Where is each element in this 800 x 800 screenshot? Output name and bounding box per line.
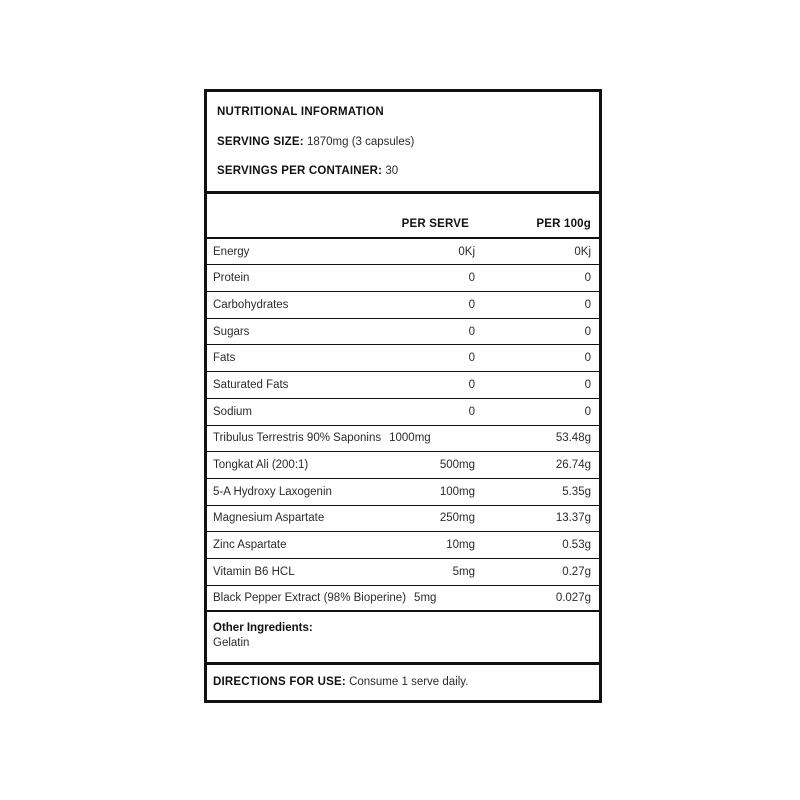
nutrient-name: Tribulus Terrestris 90% Saponins bbox=[213, 432, 382, 445]
nutrient-per-100g-value: 13.37g bbox=[555, 512, 591, 525]
nutrient-name: Tongkat Ali (200:1) bbox=[213, 459, 309, 472]
nutrient-table-body bbox=[207, 239, 599, 613]
directions-block bbox=[207, 665, 599, 701]
column-header-per-100g: PER 100g bbox=[536, 217, 591, 230]
nutrient-per-serve-value: 250mg bbox=[439, 512, 475, 525]
nutrient-per-100g-value: 0.27g bbox=[562, 565, 591, 578]
table-row bbox=[207, 292, 599, 319]
nutrient-name: Fats bbox=[213, 352, 236, 365]
nutrient-per-serve-value: 1000mg bbox=[389, 432, 431, 445]
table-row bbox=[207, 452, 599, 479]
column-header-per-serve: PER SERVE bbox=[401, 217, 469, 230]
other-ingredients-body: Gelatin bbox=[213, 637, 250, 650]
table-row bbox=[207, 345, 599, 372]
table-row bbox=[207, 586, 599, 613]
table-row bbox=[207, 372, 599, 399]
nutrient-per-serve-value: 0Kj bbox=[458, 245, 475, 258]
nutrient-name: Magnesium Aspartate bbox=[213, 512, 325, 525]
nutrient-name: 5-A Hydroxy Laxogenin bbox=[213, 485, 332, 498]
nutrient-name: Carbohydrates bbox=[213, 298, 289, 311]
nutrient-per-serve-value: 100mg bbox=[439, 485, 475, 498]
nutrient-per-100g-value: 53.48g bbox=[555, 432, 591, 445]
table-row bbox=[207, 532, 599, 559]
nutrient-name: Vitamin B6 HCL bbox=[213, 565, 295, 578]
label-header-block bbox=[207, 92, 599, 194]
nutrient-per-serve-value: 0 bbox=[468, 405, 475, 418]
nutrient-per-serve-value: 500mg bbox=[439, 459, 475, 472]
nutrient-per-100g-value: 0 bbox=[584, 378, 591, 391]
table-row bbox=[207, 399, 599, 426]
nutrient-name: Sugars bbox=[213, 325, 250, 338]
nutrient-name: Protein bbox=[213, 272, 250, 285]
nutrient-per-serve-value: 0 bbox=[468, 298, 475, 311]
nutrient-per-100g-value: 0 bbox=[584, 272, 591, 285]
nutrient-per-serve-value: 5mg bbox=[414, 591, 437, 604]
directions-label: DIRECTIONS FOR USE: bbox=[213, 675, 346, 688]
table-row bbox=[207, 506, 599, 533]
nutrient-per-serve-value: 0 bbox=[468, 352, 475, 365]
serving-size-value: 1870mg (3 capsules) bbox=[303, 135, 415, 148]
servings-per-container-value: 30 bbox=[382, 165, 399, 178]
nutrition-facts-panel bbox=[204, 89, 602, 703]
serving-size-label: SERVING SIZE: bbox=[217, 135, 304, 148]
table-column-header bbox=[207, 194, 599, 239]
nutrient-per-100g-value: 0 bbox=[584, 352, 591, 365]
other-ingredients-title: Other Ingredients: bbox=[213, 622, 313, 635]
nutrient-name: Saturated Fats bbox=[213, 378, 289, 391]
nutrient-per-100g-value: 0.027g bbox=[555, 591, 591, 604]
servings-per-container-label: SERVINGS PER CONTAINER: bbox=[217, 165, 383, 178]
serving-size-line bbox=[217, 136, 589, 150]
other-ingredients-block bbox=[207, 612, 599, 664]
table-row bbox=[207, 319, 599, 346]
page-title: NUTRITIONAL INFORMATION bbox=[217, 106, 384, 118]
nutrient-name: Sodium bbox=[213, 405, 252, 418]
nutrient-per-100g-value: 0 bbox=[584, 325, 591, 338]
table-row bbox=[207, 239, 599, 266]
nutrient-name: Black Pepper Extract (98% Bioperine) bbox=[213, 591, 407, 604]
nutrient-per-100g-value: 26.74g bbox=[555, 459, 591, 472]
nutrient-per-100g-value: 0.53g bbox=[562, 539, 591, 552]
nutrient-per-serve-value: 0 bbox=[468, 272, 475, 285]
nutrient-per-serve-value: 10mg bbox=[446, 539, 475, 552]
nutrient-per-serve-value: 5mg bbox=[452, 565, 475, 578]
table-row bbox=[207, 479, 599, 506]
nutrient-per-serve-value: 0 bbox=[468, 325, 475, 338]
nutrient-per-100g-value: 0 bbox=[584, 405, 591, 418]
nutrient-per-serve-value: 0 bbox=[468, 378, 475, 391]
table-row bbox=[207, 426, 599, 453]
table-row bbox=[207, 265, 599, 292]
directions-value: Consume 1 serve daily. bbox=[345, 675, 469, 688]
nutrient-per-100g-value: 0Kj bbox=[574, 245, 591, 258]
servings-per-container-line bbox=[217, 165, 589, 179]
table-row bbox=[207, 559, 599, 586]
nutrient-per-100g-value: 5.35g bbox=[562, 485, 591, 498]
nutrient-per-100g-value: 0 bbox=[584, 298, 591, 311]
nutrient-name: Energy bbox=[213, 245, 250, 258]
nutrient-name: Zinc Aspartate bbox=[213, 539, 287, 552]
